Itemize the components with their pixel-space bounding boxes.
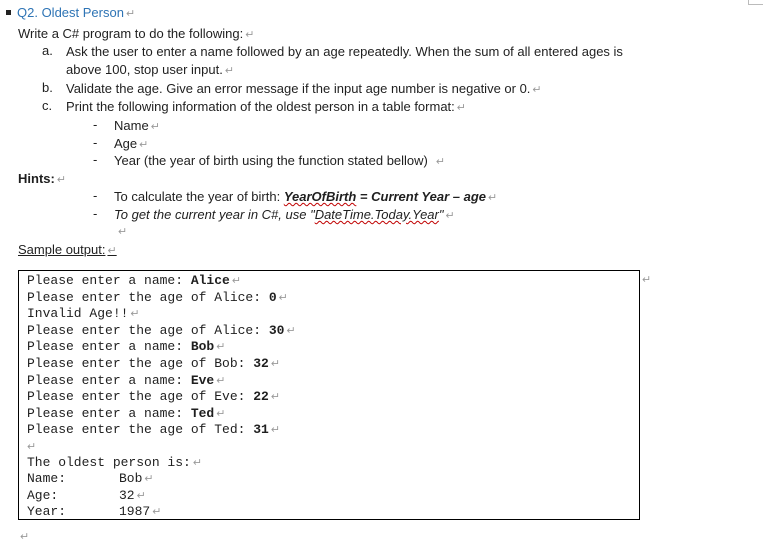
subitem-name-text: Name bbox=[114, 118, 149, 133]
console-line bbox=[27, 406, 296, 423]
subitem-year bbox=[114, 152, 445, 171]
paragraph-mark-icon: ↵ bbox=[532, 84, 542, 96]
paragraph-mark-icon: ↵ bbox=[270, 425, 281, 438]
result-value: 1987 bbox=[119, 504, 151, 520]
page-corner-mark bbox=[748, 0, 763, 5]
result-header bbox=[27, 455, 202, 473]
dash-bullet-icon: - bbox=[93, 117, 98, 132]
console-user-input: Bob bbox=[190, 339, 215, 355]
dash-bullet-icon: - bbox=[93, 152, 98, 167]
paragraph-mark-icon: ↵ bbox=[130, 309, 140, 322]
paragraph-mark-icon: ↵ bbox=[27, 442, 37, 454]
paragraph-mark-icon: ↵ bbox=[20, 531, 30, 543]
paragraph-mark-icon: ↵ bbox=[245, 29, 255, 41]
result-key: Name: bbox=[27, 471, 67, 486]
paragraph-mark-icon: ↵ bbox=[192, 458, 203, 470]
paragraph-mark-icon: ↵ bbox=[216, 342, 226, 355]
sample-output-label bbox=[18, 241, 117, 260]
sample-output-console bbox=[18, 270, 640, 520]
console-prompt-text: Please enter the age of Alice: bbox=[27, 289, 269, 305]
paragraph-mark-icon: ↵ bbox=[278, 292, 288, 305]
console-prompt-text: Please enter the age of Eve: bbox=[27, 389, 254, 405]
paragraph-mark-icon: ↵ bbox=[642, 274, 652, 286]
list-item-b bbox=[66, 80, 542, 99]
dash-bullet-icon: - bbox=[93, 135, 98, 150]
console-line bbox=[27, 306, 296, 323]
subitem-age-text: Age bbox=[114, 136, 138, 151]
paragraph-mark-icon: ↵ bbox=[118, 226, 128, 238]
list-item-a-line1: Ask the user to enter a name followed by an age repeatedly. When the sum of all entered ages is bbox=[66, 44, 623, 59]
trailing-paragraph bbox=[18, 527, 29, 545]
console-prompt-text: Please enter a name: bbox=[27, 273, 191, 288]
sample-output-label-text: Sample output: bbox=[18, 242, 106, 257]
console-line bbox=[27, 389, 296, 406]
list-item-c-text: Print the following information of the oldest person in a table format: bbox=[66, 99, 455, 114]
console-user-input: 22 bbox=[253, 389, 269, 405]
dash-bullet-icon: - bbox=[93, 188, 98, 203]
list-item-a-line2: above 100, stop user input. bbox=[66, 62, 223, 77]
console-user-input: 31 bbox=[253, 422, 269, 438]
console-user-input: 0 bbox=[268, 289, 277, 305]
paragraph-mark-icon: ↵ bbox=[139, 139, 149, 151]
list-letter-c: c. bbox=[42, 98, 53, 113]
paragraph-mark-icon: ↵ bbox=[445, 210, 455, 222]
paragraph-mark-icon: ↵ bbox=[270, 358, 281, 371]
paragraph-mark-icon: ↵ bbox=[270, 392, 281, 405]
subitem-year-text: Year (the year of birth using the function stated bellow) bbox=[114, 153, 428, 168]
paragraph-mark-icon: ↵ bbox=[286, 325, 296, 338]
list-item-c bbox=[66, 98, 466, 117]
console-line bbox=[27, 339, 296, 356]
result-key: Year: bbox=[27, 504, 67, 520]
list-item-b-text: Validate the age. Give an error message if the input age number is negative or 0. bbox=[66, 81, 531, 96]
paragraph-mark-icon: ↵ bbox=[136, 490, 146, 503]
console-prompt-text: Please enter a name: bbox=[27, 405, 191, 421]
paragraph-mark-icon: ↵ bbox=[216, 375, 226, 388]
empty-paragraph bbox=[116, 222, 127, 240]
console-lines bbox=[27, 273, 296, 439]
paragraph-mark-icon: ↵ bbox=[231, 276, 242, 288]
console-line bbox=[27, 356, 296, 373]
result-table bbox=[27, 471, 161, 521]
paragraph-mark-icon: ↵ bbox=[224, 65, 235, 77]
hint-current-year bbox=[114, 206, 455, 225]
paragraph-mark-icon: ↵ bbox=[150, 121, 160, 133]
console-user-input: 32 bbox=[253, 355, 269, 371]
result-row bbox=[27, 471, 161, 488]
paragraph-mark-icon: ↵ bbox=[216, 408, 226, 421]
console-prompt-text: Please enter the age of Alice: bbox=[27, 322, 269, 338]
console-line bbox=[27, 273, 296, 290]
result-key: Age: bbox=[27, 487, 59, 503]
console-user-input: 30 bbox=[268, 322, 285, 338]
paragraph-mark-icon: ↵ bbox=[456, 102, 466, 114]
paragraph-mark-icon: ↵ bbox=[435, 156, 446, 168]
list-letter-a: a. bbox=[42, 43, 53, 58]
list-item-a bbox=[66, 43, 623, 80]
console-empty-line bbox=[25, 439, 36, 456]
paragraph-mark-icon: ↵ bbox=[152, 507, 162, 520]
console-line bbox=[27, 422, 296, 439]
hint2-term: DateTime.Today.Year bbox=[314, 207, 439, 222]
result-row bbox=[27, 504, 161, 521]
hint1-prefix: To calculate the year of birth: bbox=[114, 189, 284, 204]
heading-bullet-icon bbox=[6, 10, 11, 15]
result-header-text: The oldest person is: bbox=[27, 455, 191, 470]
heading bbox=[6, 5, 135, 20]
hint-year-of-birth bbox=[114, 188, 497, 207]
paragraph-mark-icon: ↵ bbox=[107, 245, 117, 257]
intro-text: Write a C# program to do the following: bbox=[18, 26, 244, 41]
console-user-input: Alice bbox=[190, 273, 230, 288]
console-line bbox=[27, 373, 296, 390]
paragraph-mark-icon: ↵ bbox=[56, 174, 67, 186]
paragraph-mark-icon: ↵ bbox=[125, 8, 136, 20]
console-user-input: Eve bbox=[190, 372, 215, 388]
hint1-term: YearOfBirth bbox=[283, 189, 357, 204]
console-prompt-text: Please enter the age of Bob: bbox=[27, 355, 254, 371]
hint1-rest: = Current Year – age bbox=[356, 189, 486, 204]
hints-label-text: Hints: bbox=[18, 171, 55, 186]
dash-bullet-icon: - bbox=[93, 206, 98, 221]
hint2-rest: " bbox=[438, 207, 444, 222]
console-prompt-text: Invalid Age!! bbox=[27, 306, 129, 322]
hints-label bbox=[18, 170, 66, 189]
console-prompt-text: Please enter a name: bbox=[27, 339, 191, 355]
console-prompt-text: Please enter the age of Ted: bbox=[27, 422, 254, 438]
intro-paragraph bbox=[18, 25, 254, 44]
console-prompt-text: Please enter a name: bbox=[27, 372, 191, 388]
paragraph-mark-icon: ↵ bbox=[144, 474, 154, 486]
console-line bbox=[27, 323, 296, 340]
console-line bbox=[27, 290, 296, 307]
result-value: 32 bbox=[119, 487, 135, 503]
subitem-name bbox=[114, 117, 160, 136]
paragraph-mark-icon: ↵ bbox=[488, 192, 498, 204]
hint2-prefix: To get the current year in C#, use " bbox=[114, 207, 315, 222]
console-user-input: Ted bbox=[190, 405, 215, 421]
result-row bbox=[27, 488, 161, 505]
result-value: Bob bbox=[119, 471, 143, 486]
list-letter-b: b. bbox=[42, 80, 53, 95]
heading-text: Q2. Oldest Person bbox=[17, 5, 124, 20]
